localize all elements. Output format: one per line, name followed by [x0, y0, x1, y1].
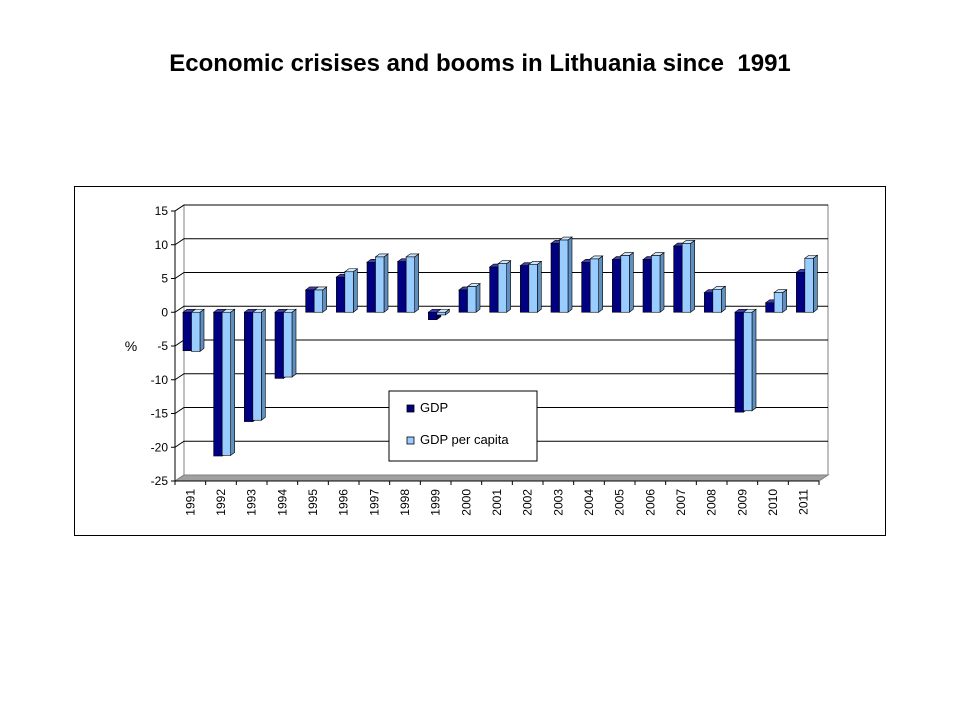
x-tick-label: 2001 [490, 489, 504, 516]
bar-gdp-per-capita [468, 284, 481, 313]
chart-frame [74, 186, 886, 536]
bar-gdp-per-capita [345, 269, 358, 313]
x-tick-label: 2000 [459, 489, 474, 516]
bar-gdp-per-capita [406, 254, 419, 312]
x-tick-label: 1995 [306, 489, 320, 516]
y-tick-label: -20 [150, 440, 168, 455]
bar-gdp-per-capita [498, 261, 511, 313]
x-tick-label: 1996 [336, 489, 351, 516]
x-tick-label: 2008 [704, 489, 719, 516]
bar-gdp-per-capita [376, 254, 389, 312]
x-tick-label: 1998 [398, 489, 412, 516]
legend-swatch [407, 437, 414, 444]
x-tick-label: 2002 [520, 489, 535, 516]
y-tick-label: -10 [150, 372, 168, 387]
bar-gdp-per-capita [314, 287, 327, 312]
bar-gdp-per-capita [621, 253, 634, 313]
legend-swatch [407, 405, 414, 412]
bar-gdp-per-capita [713, 286, 726, 312]
bar-gdp-per-capita [805, 255, 818, 312]
y-axis-label: % [124, 338, 138, 354]
legend-label: GDP per capita [420, 432, 509, 447]
x-tick-label: 2007 [674, 489, 688, 516]
gdp-bar-chart [75, 187, 885, 535]
bar-gdp-per-capita [652, 253, 665, 313]
bar-gdp-per-capita [222, 309, 235, 455]
x-tick-label: 2006 [643, 489, 658, 516]
y-tick-label: -25 [150, 474, 168, 488]
y-tick-label: 5 [161, 271, 168, 286]
x-tick-label: 1991 [183, 489, 198, 516]
y-tick-label: -5 [157, 339, 168, 353]
bar-gdp-per-capita [560, 237, 573, 312]
x-tick-label: 2010 [766, 489, 780, 516]
x-tick-label: 1993 [244, 489, 259, 516]
x-tick-label: 2011 [796, 489, 811, 515]
y-tick-label: 10 [154, 237, 168, 252]
legend-box [389, 391, 537, 461]
x-tick-label: 1999 [428, 489, 443, 516]
chart-floor [175, 475, 828, 481]
y-tick-label: 15 [154, 204, 168, 218]
x-tick-label: 1997 [367, 489, 382, 516]
bar-gdp-per-capita [682, 240, 695, 312]
bar-gdp-per-capita [529, 261, 542, 312]
legend-label: GDP [420, 400, 449, 415]
bar-gdp-per-capita [590, 256, 603, 312]
x-tick-label: 2009 [735, 489, 750, 516]
bar-gdp-per-capita [192, 309, 205, 351]
y-tick-label: 0 [161, 305, 168, 320]
bar-gdp-per-capita [744, 309, 757, 411]
bar-gdp-per-capita [774, 290, 787, 313]
x-tick-label: 2003 [551, 489, 566, 516]
chart-legend [389, 391, 537, 461]
x-tick-label: 2005 [612, 489, 627, 516]
x-tick-label: 1994 [275, 489, 290, 516]
x-tick-label: 1992 [214, 489, 228, 516]
y-tick-label: -15 [150, 406, 168, 421]
bar-gdp-per-capita [253, 309, 265, 420]
slide-title: Economic crisises and booms in Lithuania since 1991 [169, 50, 791, 77]
x-tick-label: 2004 [582, 489, 596, 516]
bar-gdp-per-capita [284, 309, 297, 377]
